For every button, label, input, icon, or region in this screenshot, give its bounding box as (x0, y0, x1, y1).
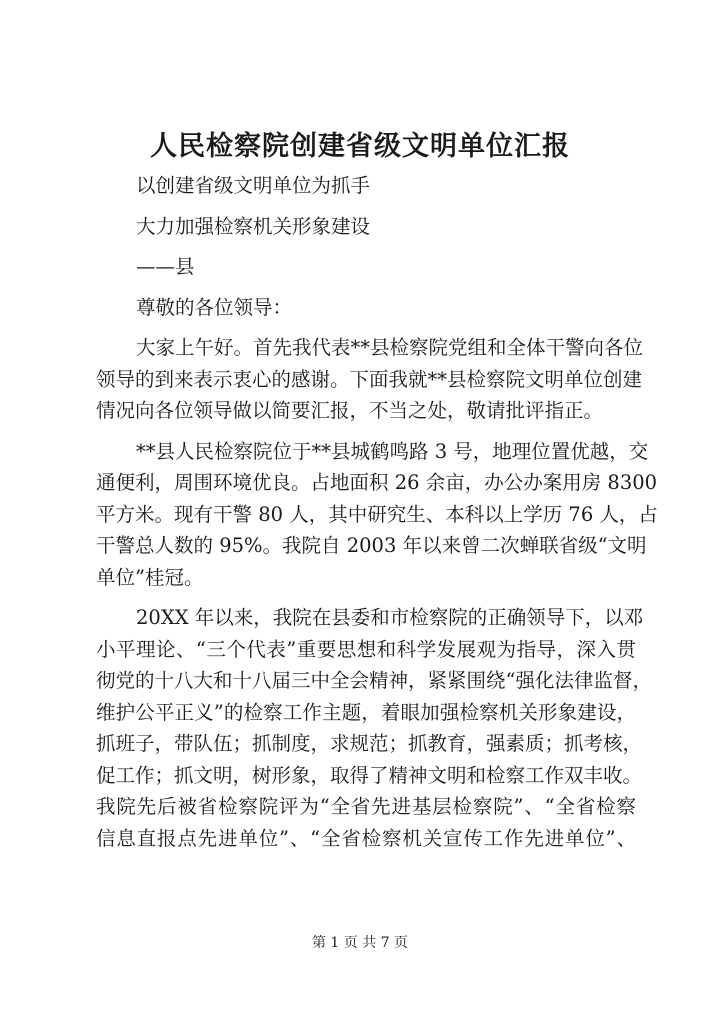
subtitle-line: ——县 (136, 255, 195, 278)
paragraph-greeting (96, 332, 644, 427)
paragraph-achievements (96, 602, 652, 854)
document-body (96, 170, 658, 854)
document-title: 人民检察院创建省级文明单位汇报 (150, 131, 570, 162)
subtitle-line: 大力加强检察机关形象建设 (136, 214, 371, 238)
paragraph-line: 信息直报点先进单位”、“全省检察机关宣传工作先进单位”、 (96, 826, 636, 850)
paragraph-line: 我院先后被省检察院评为“全省先进基层检察院”、“全省检察 (96, 795, 636, 818)
page-number-footer: 第 1 页 共 7 页 (311, 935, 409, 951)
paragraph-line: 平方米。现有干警 80 人，其中研究生、本科以上学历 76 人，占 (96, 502, 658, 526)
paragraph-line: **县人民检察院位于**县城鹤鸣路 3 号，地理位置优越，交 (136, 439, 649, 463)
paragraph-line: 20XX 年以来，我院在县委和市检察院的正确领导下，以邓 (136, 606, 644, 629)
paragraph-line: 小平理论、“三个代表”重要思想和科学发展观为指导，深入贯 (96, 637, 636, 661)
paragraph-line: 抓班子，带队伍；抓制度，求规范；抓教育，强素质；抓考核， (96, 732, 643, 755)
paragraph-line: 单位”桂冠。 (96, 565, 204, 589)
paragraph-line: 彻党的十八大和十八届三中全会精神，紧紧围绕“强化法律监督， (96, 669, 652, 692)
paragraph-line: 大家上午好。首先我代表**县检察院党组和全体干警向各位 (136, 336, 644, 359)
salutation: 尊敬的各位领导： (136, 295, 293, 319)
paragraph-line: 通便利，周围环境优良。占地面积 26 余亩，办公办案用房 8300 (96, 471, 658, 494)
paragraph-line: 维护公平正义”的检察工作主题，着眼加强检察机关形象建设， (96, 700, 636, 724)
paragraph-line: 领导的到来表示衷心的感谢。下面我就**县检察院文明单位创建 (96, 367, 643, 391)
paragraph-line: 促工作；抓文明，树形象，取得了精神文明和检察工作双丰收。 (96, 763, 643, 787)
paragraph-line: 干警总人数的 95%。我院自 2003 年以来曾二次蝉联省级“文明 (96, 534, 647, 557)
subtitle-line: 以创建省级文明单位为抓手 (136, 174, 371, 197)
paragraph-overview (96, 436, 658, 594)
paragraph-line: 情况向各位领导做以简要汇报，不当之处，敬请批评指正。 (96, 399, 604, 422)
